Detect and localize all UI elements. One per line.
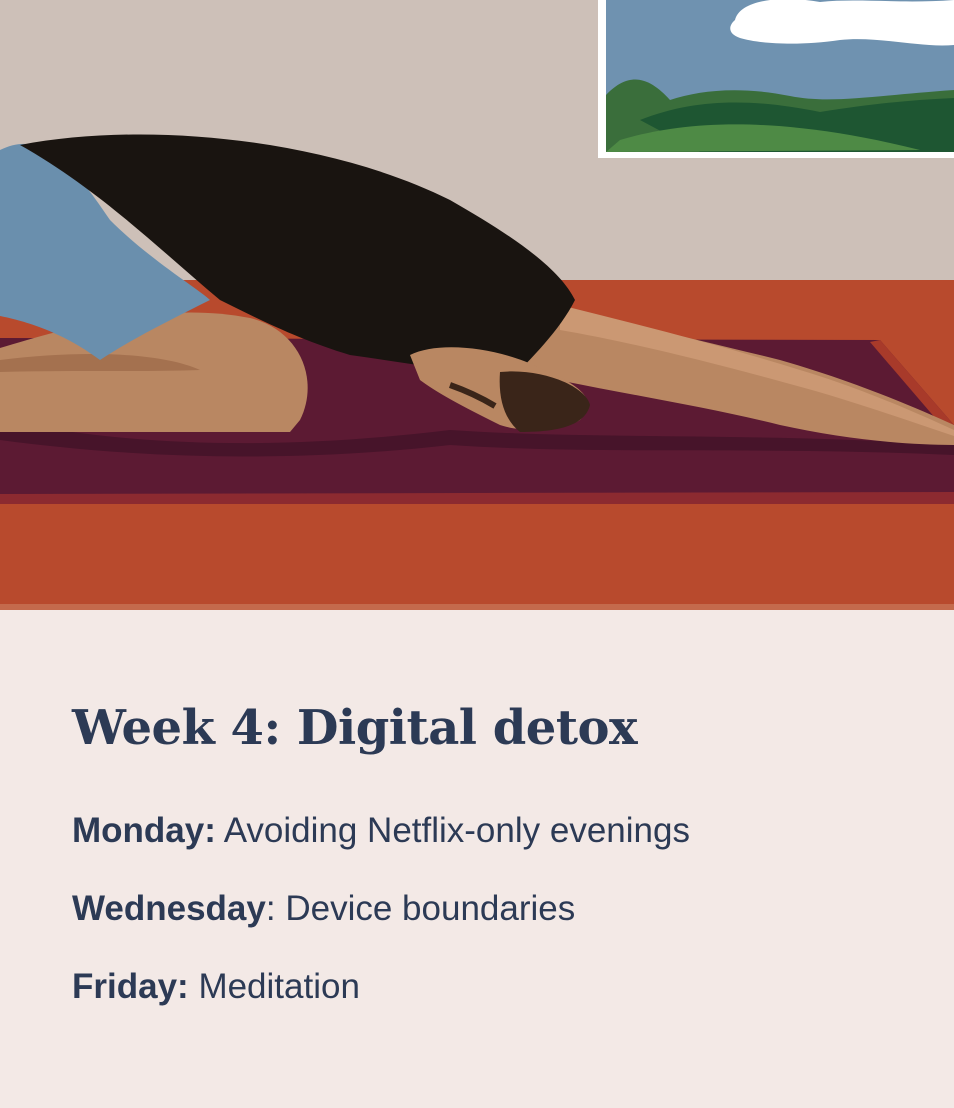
schedule-day: Monday:: [72, 811, 216, 850]
lesson-content: [72, 693, 912, 1043]
week-title: Week 4: Digital detox: [72, 700, 638, 756]
weekly-schedule: [72, 809, 912, 1009]
schedule-colon: :: [265, 889, 276, 928]
schedule-item-monday: [72, 809, 912, 853]
schedule-topic: Avoiding Netflix-only evenings: [223, 811, 690, 850]
schedule-item-wednesday: [72, 887, 912, 931]
schedule-item-friday: [72, 965, 912, 1009]
schedule-topic: Meditation: [198, 967, 360, 1006]
schedule-topic: Device boundaries: [285, 889, 576, 928]
framed-landscape-picture: [598, 0, 954, 158]
schedule-day: Friday:: [72, 967, 189, 1006]
schedule-day: Wednesday: [72, 889, 266, 928]
